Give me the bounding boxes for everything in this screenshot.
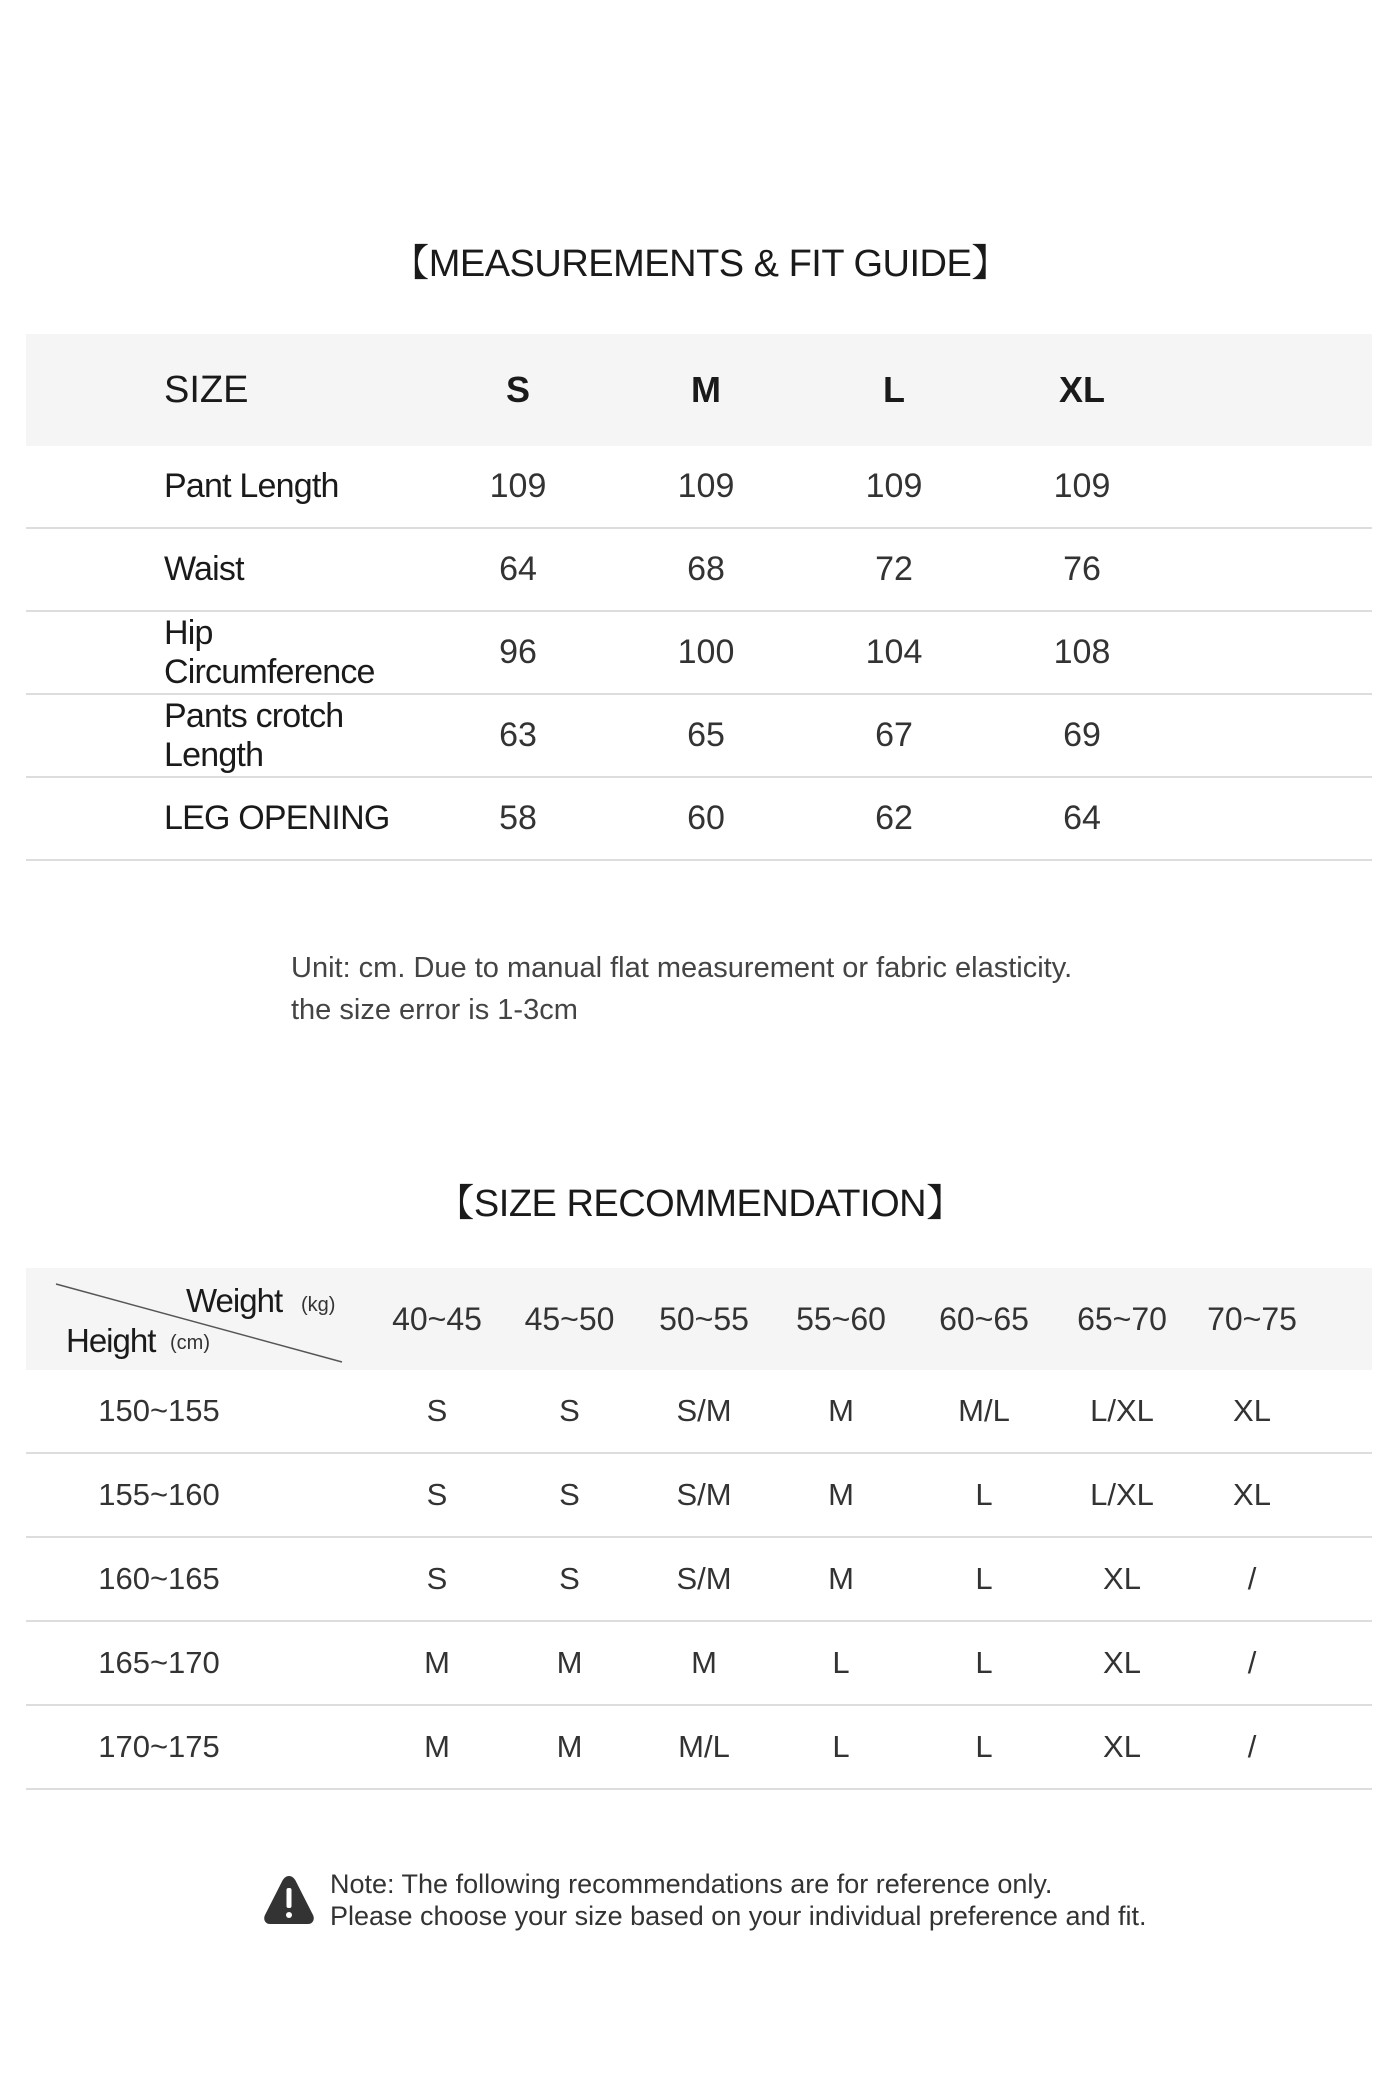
table-cell: 68	[687, 550, 725, 588]
table-cell: 76	[1063, 550, 1101, 588]
table-cell: L	[975, 1645, 993, 1680]
table-cell: 63	[499, 716, 537, 754]
corner-cell	[26, 1268, 372, 1370]
table-cell: M	[556, 1729, 583, 1764]
size-header-cell: S	[505, 369, 530, 410]
weight-axis-label: Weight	[186, 1282, 283, 1319]
row-label: Pant Length	[164, 467, 339, 505]
table-cell: XL	[1233, 1477, 1271, 1512]
table-cell: /	[1247, 1645, 1257, 1680]
table-cell: S	[559, 1477, 580, 1512]
table-cell: 64	[499, 550, 537, 588]
table-cell: 109	[865, 467, 923, 505]
weight-range-header: 50~55	[659, 1300, 749, 1337]
weight-range-header: 70~75	[1207, 1300, 1297, 1337]
row-label: Waist	[164, 550, 244, 588]
table-cell: 64	[1063, 799, 1101, 837]
footer-text	[330, 1868, 1147, 1932]
table-cell: S/M	[676, 1561, 732, 1596]
recommendation-title: 【SIZE RECOMMENDATION】	[436, 1183, 964, 1225]
measurements-title: 【MEASUREMENTS & FIT GUIDE】	[391, 243, 1009, 285]
table-cell: 104	[865, 633, 923, 671]
weight-range-header: 45~50	[524, 1300, 615, 1337]
table-row	[26, 529, 1372, 612]
row-label: Pants crotch Length	[164, 696, 344, 774]
table-cell: S/M	[676, 1393, 732, 1428]
table-cell: XL	[1233, 1393, 1271, 1428]
height-range-label: 160~165	[98, 1561, 220, 1596]
table-cell: 67	[875, 716, 913, 754]
table-cell: S	[559, 1393, 580, 1428]
table-cell: M/L	[678, 1729, 730, 1764]
size-header-cell: XL	[1058, 369, 1105, 410]
recommendation-header-row	[26, 1268, 1372, 1370]
table-cell: S	[426, 1561, 448, 1596]
table-cell: 96	[499, 633, 537, 671]
table-cell: S	[426, 1393, 448, 1428]
table-cell: M	[828, 1561, 854, 1596]
footer-line: Note: The following recommendations are for reference only.	[330, 1869, 1053, 1899]
size-header-label: SIZE	[164, 368, 249, 411]
row-label: LEG OPENING	[164, 799, 390, 837]
table-row	[26, 612, 1372, 695]
table-cell: M	[556, 1645, 583, 1680]
table-cell: L	[832, 1729, 850, 1764]
weight-range-header: 40~45	[392, 1300, 482, 1337]
table-cell: /	[1247, 1729, 1257, 1764]
height-range-label: 165~170	[98, 1645, 220, 1680]
table-cell: L	[832, 1645, 850, 1680]
table-cell: XL	[1103, 1561, 1141, 1596]
warning-icon	[262, 1873, 316, 1927]
measurements-header-row	[26, 334, 1372, 446]
table-row	[26, 1370, 1372, 1454]
table-cell: 108	[1053, 633, 1111, 671]
table-row	[26, 446, 1372, 529]
footer-note	[262, 1868, 1147, 1932]
size-header-cell: L	[883, 369, 905, 410]
height-axis-label: Height	[66, 1322, 156, 1359]
table-cell: M	[691, 1645, 717, 1680]
table-cell: M	[424, 1729, 450, 1764]
table-cell: S/M	[676, 1477, 732, 1512]
table-cell: XL	[1103, 1729, 1141, 1764]
table-row	[26, 1538, 1372, 1622]
unit-note-line: Unit: cm. Due to manual flat measurement or fabric elasticity.	[291, 952, 1073, 984]
table-row	[26, 778, 1372, 861]
table-row	[26, 1622, 1372, 1706]
table-cell: 100	[677, 633, 735, 671]
table-cell: 60	[687, 799, 725, 837]
table-cell: M	[828, 1477, 854, 1512]
table-row	[26, 1454, 1372, 1538]
unit-note-line: the size error is 1-3cm	[291, 994, 578, 1026]
size-header-cell: M	[691, 369, 721, 410]
footer-line: Please choose your size based on your individual preference and fit.	[330, 1901, 1147, 1931]
weight-unit-label: (kg)	[301, 1294, 336, 1316]
table-cell: L/XL	[1090, 1393, 1154, 1428]
weight-range-header: 55~60	[796, 1300, 886, 1337]
table-row	[26, 1706, 1372, 1790]
weight-range-header: 60~65	[939, 1300, 1029, 1337]
table-cell: 58	[499, 799, 537, 837]
table-cell: XL	[1103, 1645, 1141, 1680]
unit-note	[291, 947, 1072, 1031]
table-cell: S	[559, 1561, 580, 1596]
table-cell: L/XL	[1090, 1477, 1154, 1512]
measurements-table	[26, 334, 1372, 861]
table-cell: S	[426, 1477, 448, 1512]
row-label: Hip Circumference	[164, 613, 375, 691]
table-cell: L	[975, 1729, 993, 1764]
weight-range-header: 65~70	[1077, 1300, 1167, 1337]
table-cell: M	[828, 1393, 854, 1428]
table-cell: L	[975, 1477, 993, 1512]
table-cell: L	[975, 1561, 993, 1596]
height-range-label: 155~160	[98, 1477, 220, 1512]
table-cell: M	[424, 1645, 450, 1680]
height-range-label: 150~155	[98, 1393, 220, 1428]
recommendation-table	[26, 1268, 1372, 1790]
table-cell: 65	[687, 716, 725, 754]
table-cell: 72	[875, 550, 913, 588]
table-cell: 62	[875, 799, 913, 837]
table-cell: 69	[1063, 716, 1101, 754]
table-cell: 109	[489, 467, 547, 505]
table-cell: M/L	[958, 1393, 1010, 1428]
table-cell: 109	[1053, 467, 1111, 505]
table-cell: /	[1247, 1561, 1257, 1596]
height-unit-label: (cm)	[170, 1332, 210, 1354]
height-range-label: 170~175	[98, 1729, 220, 1764]
table-cell: 109	[677, 467, 735, 505]
table-row	[26, 695, 1372, 778]
